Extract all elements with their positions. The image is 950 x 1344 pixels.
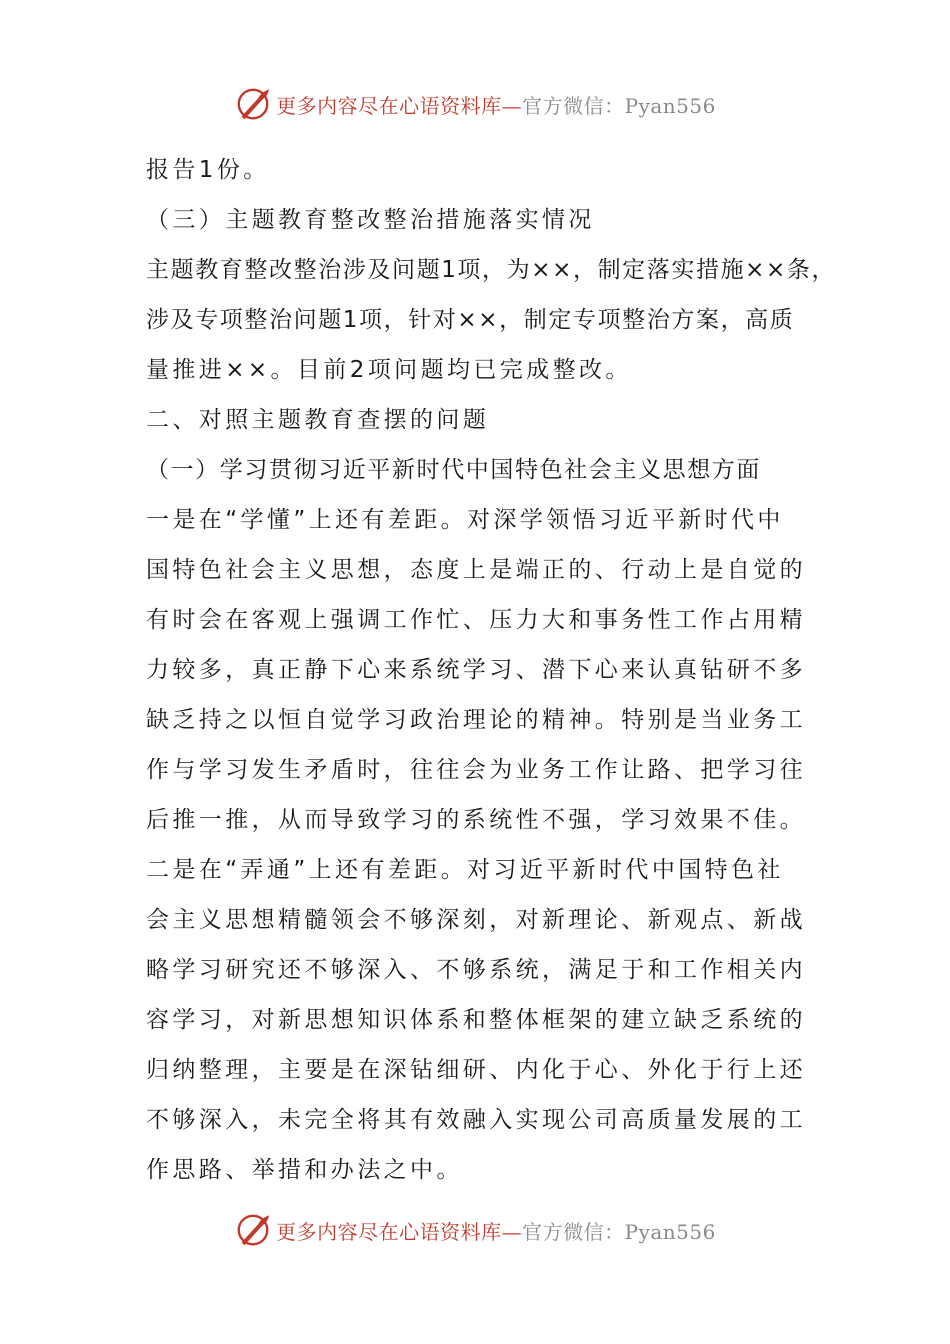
text-line: 会主义思想精髓领会不够深刻，对新理论、新观点、新战 <box>146 907 806 933</box>
text-line: 作与学习发生矛盾时，往往会为业务工作让路、把学习往 <box>146 757 806 783</box>
watermark-main-text: 更多内容尽在心语资料库— <box>276 1219 523 1244</box>
section-heading: （三）主题教育整改整治措施落实情况 <box>146 207 595 233</box>
text-line: 不够深入，未完全将其有效融入实现公司高质量发展的工 <box>146 1107 806 1133</box>
quill-logo-icon <box>234 1211 272 1249</box>
text-line: 报告1份。 <box>146 157 270 183</box>
watermark-main-text: 更多内容尽在心语资料库— <box>276 93 523 118</box>
text-line: 有时会在客观上强调工作忙、压力大和事务性工作占用精 <box>146 607 806 633</box>
text-line: 容学习，对新思想知识体系和整体框架的建立缺乏系统的 <box>146 1007 806 1033</box>
section-heading: （一）学习贯彻习近平新时代中国特色社会主义思想方面 <box>146 457 761 483</box>
text-line: 略学习研究还不够深入、不够系统，满足于和工作相关内 <box>146 957 806 983</box>
text-line: 一是在“学懂”上还有差距。对深学领悟习近平新时代中 <box>146 507 784 533</box>
watermark-banner-bottom <box>0 1208 950 1252</box>
text-line: 涉及专项整治问题1项，针对××，制定专项整治方案，高质 <box>146 307 795 333</box>
text-line: 量推进××。目前2项问题均已完成整改。 <box>146 357 632 383</box>
text-line: 力较多，真正静下心来系统学习、潜下心来认真钻研不多 <box>146 657 806 683</box>
text-line: 二是在“弄通”上还有差距。对习近平新时代中国特色社 <box>146 857 784 883</box>
quill-logo-icon <box>234 85 272 123</box>
text-line: 缺乏持之以恒自觉学习政治理论的精神。特别是当业务工 <box>146 707 806 733</box>
text-line: 后推一推，从而导致学习的系统性不强，学习效果不佳。 <box>146 807 806 833</box>
document-body <box>146 145 846 1195</box>
watermark-banner-top <box>0 82 950 126</box>
section-heading: 二、对照主题教育查摆的问题 <box>146 407 490 433</box>
text-line: 国特色社会主义思想，态度上是端正的、行动上是自觉的 <box>146 557 806 583</box>
text-line: 归纳整理，主要是在深钻细研、内化于心、外化于行上还 <box>146 1057 806 1083</box>
watermark-wechat-label: 官方微信：Pyan556 <box>522 93 716 118</box>
text-line: 作思路、举措和办法之中。 <box>146 1157 463 1183</box>
text-line: 主题教育整改整治涉及问题1项，为××，制定落实措施××条， <box>146 257 837 283</box>
watermark-wechat-label: 官方微信：Pyan556 <box>522 1219 716 1244</box>
